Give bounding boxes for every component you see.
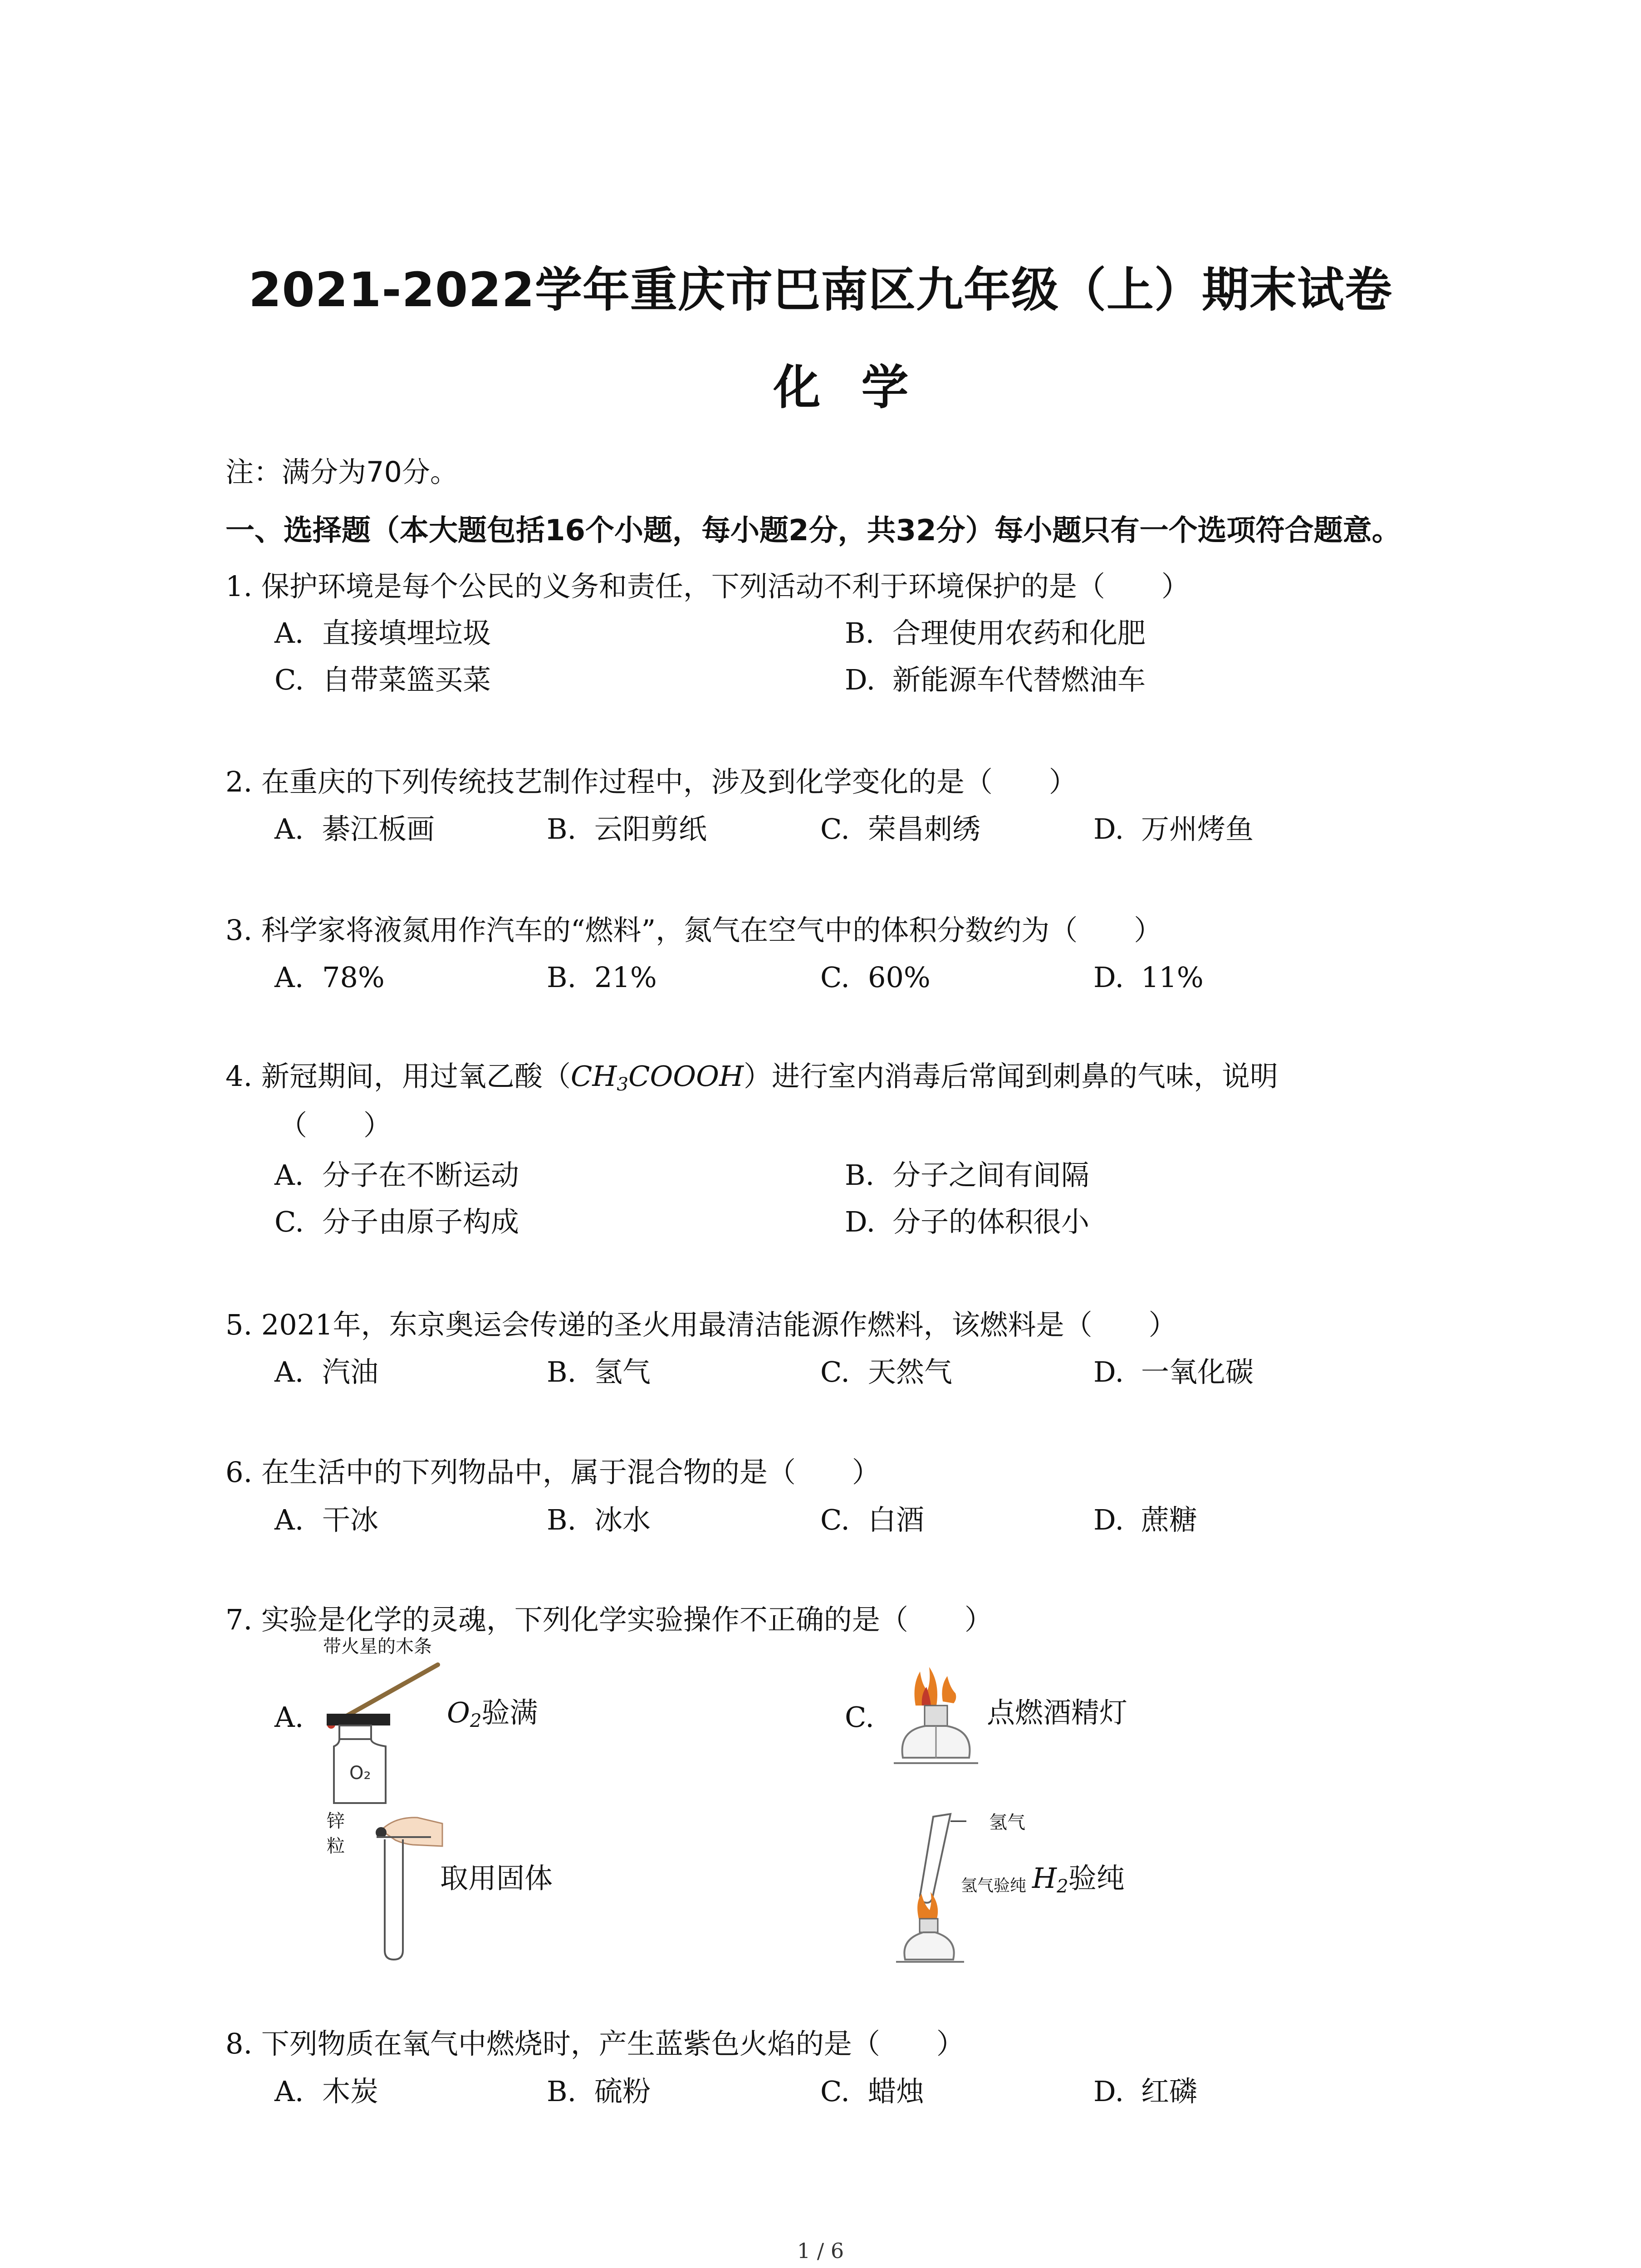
question-3-option-b[interactable]: B. 21% [547,961,657,994]
figure-c-label-zinc-2: 粒 [327,1836,345,1857]
question-2-option-c[interactable]: C. 荣昌刺绣 [820,812,981,846]
question-3-option-d[interactable]: D. 11% [1093,961,1204,994]
question-4-stem-blank: （ ） [279,1109,392,1142]
question-2-stem: 2. 在重庆的下列传统技艺制作过程中，涉及到化学变化的是（ ） [225,765,1077,798]
question-8-option-c[interactable]: C. 蜡烛 [820,2075,925,2108]
question-2-option-a[interactable]: A. 綦江板画 [274,812,435,846]
question-3-option-a[interactable]: A. 78% [274,961,385,994]
question-1-option-a[interactable]: A. 直接填埋垃圾 [274,616,491,650]
question-6-option-b[interactable]: B. 冰水 [547,1503,651,1536]
question-4-option-a[interactable]: A. 分子在不断运动 [274,1158,519,1192]
question-1-stem: 1. 保护环境是每个公民的义务和责任，下列活动不利于环境保护的是（ ） [225,570,1190,603]
question-1-option-d[interactable]: D. 新能源车代替燃油车 [845,663,1146,696]
figure-a-oxygen-test [318,1660,463,1810]
figure-d-label-hydrogen: 氢气 [989,1812,1025,1833]
question-6-option-a[interactable]: A. 干冰 [274,1503,379,1536]
question-8-option-d[interactable]: D. 红磷 [1093,2075,1198,2108]
question-4-option-b[interactable]: B. 分子之间有间隔 [845,1158,1090,1192]
question-4-stem: 4. 新冠期间，用过氧乙酸$(CH_3COOOH)$进行室内消毒后常闻到刺鼻的气味，说明 [225,1060,1279,1095]
question-8-stem: 8. 下列物质在氧气中燃烧时，产生蓝紫色火焰的是（ ） [225,2027,965,2060]
question-5-option-b[interactable]: B. 氢气 [547,1355,651,1388]
bottle-label: O₂ [349,1763,371,1784]
score-note: 注：满分为70分。 [225,455,458,489]
question-5-option-d[interactable]: D. 一氧化碳 [1093,1355,1254,1388]
question-5-option-c[interactable]: C. 天然气 [820,1355,953,1388]
question-6-stem: 6. 在生活中的下列物品中，属于混合物的是（ ） [225,1456,880,1489]
figure-c-label-zinc-1: 锌 [327,1811,345,1832]
question-4-option-c[interactable]: C. 分子由原子构成 [274,1205,519,1238]
question-3-option-c[interactable]: C. 60% [820,961,931,994]
question-8-option-b[interactable]: B. 硫粉 [547,2075,651,2108]
question-3-stem: 3. 科学家将液氮用作汽车的“燃料”，氮气在空气中的体积分数约为（ ） [225,914,1162,947]
question-7-option-d-text: $H_2$验纯 [1032,1862,1125,1897]
question-1-option-b[interactable]: B. 合理使用农药和化肥 [845,616,1146,650]
figure-a-label-splint: 带火星的木条 [323,1636,432,1657]
peracetic-acid-formula: $CH_3COOOH$ [570,1060,744,1095]
page-number: 1 / 6 [797,2239,844,2263]
question-7-option-b-text: 点燃酒精灯 [987,1696,1128,1729]
figure-d-label-purity: 氢气验纯 [961,1877,1027,1895]
question-7-option-a-label[interactable]: A. [274,1701,304,1734]
question-7-option-a-text: $O_2$验满 [447,1696,538,1732]
section-heading: 一、选择题（本大题包括16个小题，每小题2分，共32分）每小题只有一个选项符合题意。 [225,514,1401,547]
question-8-option-a[interactable]: A. 木炭 [274,2075,379,2108]
figure-c-test-tube [349,1808,445,1966]
question-2-option-b[interactable]: B. 云阳剪纸 [547,812,707,846]
question-5-option-a[interactable]: A. 汽油 [274,1355,379,1388]
subject-title: 化学 [773,360,950,415]
question-7-option-c-text: 取用固体 [440,1862,553,1895]
question-1-option-c[interactable]: C. 自带菜篮买菜 [274,663,491,696]
question-4-option-d[interactable]: D. 分子的体积很小 [845,1205,1090,1238]
question-6-option-d[interactable]: D. 蔗糖 [1093,1503,1198,1536]
figure-b-alcohol-lamp [889,1658,994,1785]
question-5-stem: 5. 2021年，东京奥运会传递的圣火用最清洁能源作燃料，该燃料是（ ） [225,1308,1177,1341]
question-2-option-d[interactable]: D. 万州烤鱼 [1093,812,1254,846]
question-6-option-c[interactable]: C. 白酒 [820,1503,925,1536]
page-title: 2021-2022学年重庆市巴南区九年级（上）期末试卷 [248,262,1393,318]
question-7-stem: 7. 实验是化学的灵魂，下列化学实验操作不正确的是（ ） [225,1603,993,1636]
question-7-option-b-label[interactable]: C. [845,1701,874,1734]
